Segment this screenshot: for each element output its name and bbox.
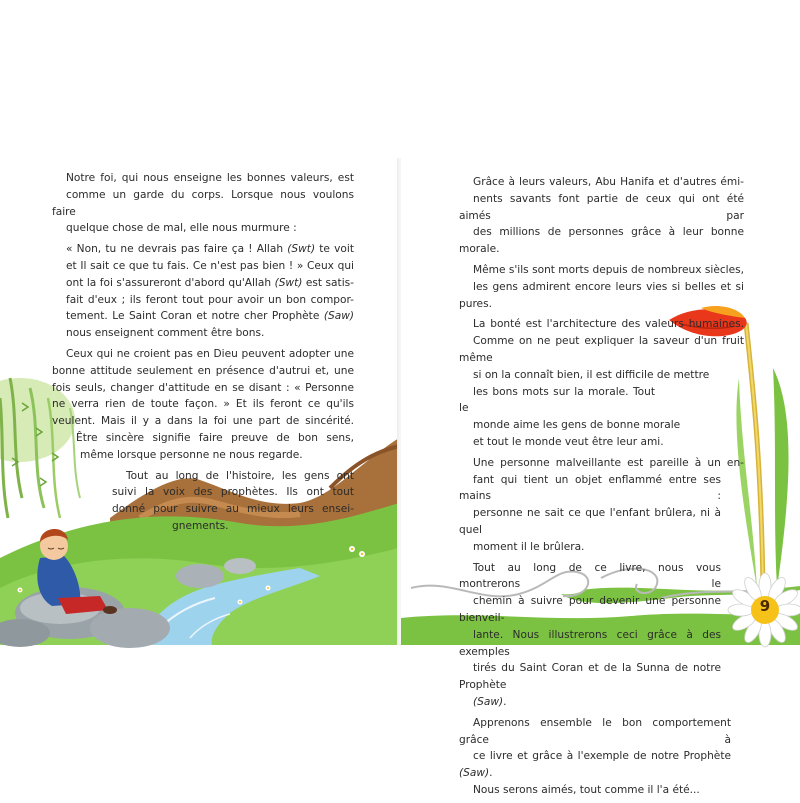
honorific-text: (Swt) (287, 243, 316, 256)
text-line: Tout au long de l'histoire, les gens ont (126, 469, 354, 482)
text-line: fois seuls, changer d'attitude en se disant : « Personne (52, 381, 354, 394)
text-line: et Il sait ce que tu fais. Ce n'est pas bien ! » Ceux qui (66, 259, 354, 272)
paragraph (459, 560, 744, 711)
text-line: tirés du Saint Coran et de la Sunna de notre Prophète (459, 662, 721, 692)
text-line: fant qui tient un objet enflammé entre ses mains : (459, 473, 721, 503)
page-number: 9 (759, 597, 771, 615)
text-line: « Non, tu ne devrais pas faire ça ! Allah (Swt) te voit (66, 243, 354, 256)
paragraph (52, 346, 354, 464)
text-line: comme un garde du corps. Lorsque nous voulons faire (52, 188, 354, 218)
text-line: veulent. Mais il y a dans la foi une part de sincérité. (52, 415, 354, 428)
text-line: Ceux qui ne croient pas en Dieu peuvent adopter une (66, 347, 354, 360)
text-line: et tout le monde veut être leur ami. (473, 435, 664, 448)
text-line: La bonté est l'architecture des valeurs humaines. (473, 318, 744, 331)
text-line: moment il le brûlera. (473, 540, 585, 553)
text-line: Même s'ils sont morts depuis de nombreux siècles, (473, 263, 745, 276)
left-page-text (52, 170, 354, 539)
honorific-text: (Swt) (274, 276, 303, 289)
text-line: ont la foi s'assureront d'abord qu'Allah (Swt) est satis- (66, 276, 354, 289)
text-line: fait d'eux ; ils feront tout pour avoir un bon compor- (66, 293, 354, 306)
left-page (0, 158, 399, 645)
text-line: chemin à suivre pour devenir une personne bienveil- (459, 595, 721, 624)
book-spread (0, 158, 800, 796)
text-line: si on la connaît bien, il est difficile de mettre (473, 368, 710, 381)
text-line: tement. Le Saint Coran et notre cher Prophète (Saw) (66, 310, 354, 323)
text-line: Tout au long de ce livre, nous vous montrerons le (459, 561, 721, 591)
honorific-text: (Saw) (323, 310, 354, 323)
text-line: Une personne malveillante est pareille à un en- (473, 456, 744, 469)
text-line: Grâce à leurs valeurs, Abu Hanifa et d'autres émi- (473, 176, 744, 188)
right-page-text (459, 174, 744, 803)
honorific-text: (Saw) (473, 695, 504, 708)
paragraph (52, 170, 354, 237)
paragraph (52, 241, 354, 342)
right-page (401, 158, 800, 796)
text-line: Être sincère signifie faire preuve de bon sens, (76, 431, 354, 444)
text-line: donné pour suivre au mieux leurs ensei- (112, 503, 354, 516)
paragraph (112, 468, 354, 535)
text-line: les bons mots sur la morale. Tout le (459, 385, 655, 415)
text-line: bonne attitude seulement en présence d'autrui et, une (52, 364, 354, 377)
paragraph (459, 316, 744, 450)
honorific-text: (Saw) (459, 767, 490, 780)
text-line: ne verra rien de toute façon. » Et ils feront ce qu'ils (52, 398, 354, 411)
paragraph (459, 455, 744, 556)
paragraph (459, 715, 744, 799)
text-line: Apprenons ensemble le bon comportement grâce à (459, 716, 731, 746)
paragraph (459, 262, 744, 312)
text-line: Comme on ne peut expliquer la saveur d'un fruit même (459, 335, 744, 364)
text-line: même lorsque personne ne nous regarde. (80, 448, 303, 461)
text-line: quelque chose de mal, elle nous murmure : (66, 222, 297, 235)
text-line: les gens admirent encore leurs vies si belles et si pures. (459, 280, 744, 310)
paragraph (459, 174, 744, 258)
text-line: monde aime les gens de bonne morale (473, 419, 681, 432)
text-line: nous enseignent comment être bons. (66, 327, 265, 340)
text-line: suivi la voix des prophètes. Ils ont tout (112, 486, 354, 499)
text-line: gnements. (172, 519, 229, 532)
text-line: des millions de personnes grâce à leur bonne morale. (459, 226, 744, 256)
text-line: (Saw). (473, 695, 507, 708)
text-line: ce livre et grâce à l'exemple de notre Prophète (Saw). (459, 750, 731, 780)
text-line: personne ne sait ce que l'enfant brûlera, ni à quel (459, 507, 721, 536)
text-line: lante. Nous illustrerons ceci grâce à des exemples (459, 628, 721, 658)
text-line: nents savants font partie de ceux qui ont été aimés par (459, 192, 744, 222)
text-line: Nous serons aimés, tout comme il l'a été... (473, 783, 700, 796)
text-line: Notre foi, qui nous enseigne les bonnes valeurs, est (66, 172, 354, 184)
